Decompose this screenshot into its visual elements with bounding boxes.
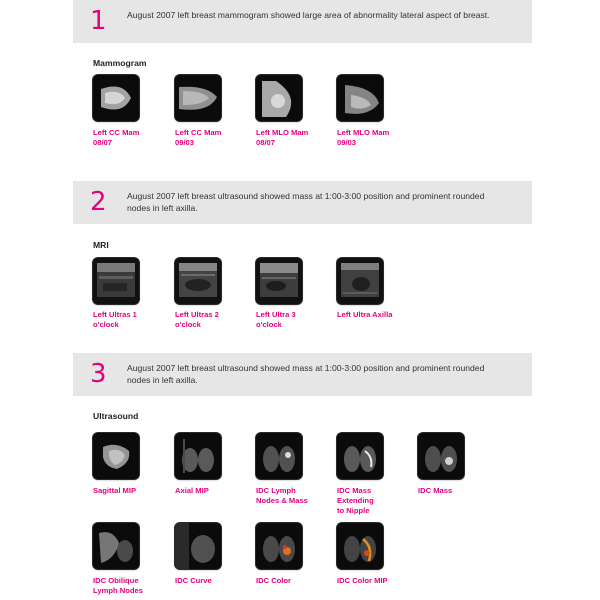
section-title-ultrasound: Ultrasound (93, 411, 139, 421)
caption-left-ultra-3: Left Ultra 3 o'clock (256, 310, 296, 329)
caption-left-cc-0807: Left CC Mam 08/07 (93, 128, 140, 147)
mri-thumbnail-left-ultras-1[interactable] (93, 258, 139, 304)
mri-thumbnail-left-ultra-axilla[interactable] (337, 258, 383, 304)
ultrasound-thumbnail-idc-curve[interactable] (175, 523, 221, 569)
caption-left-mlo-0903: Left MLO Mam 09/03 (337, 128, 390, 147)
caption-left-ultras-1: Left Ultras 1 o'clock (93, 310, 137, 329)
ultrasound-thumbnail-sagittal-mip[interactable] (93, 433, 139, 479)
caption-left-cc-0903: Left CC Mam 09/03 (175, 128, 222, 147)
mammogram-thumbnail-left-mlo-0903[interactable] (337, 75, 383, 121)
section-title-mri: MRI (93, 240, 109, 250)
step-1-band (73, 0, 532, 43)
step-number: 1 (90, 6, 107, 36)
caption-idc-oblique-lymph-nodes: IDC Obilique Lymph Nodes (93, 576, 143, 595)
caption-idc-color: IDC Color (256, 576, 292, 585)
mammogram-thumbnail-left-mlo-0807[interactable] (256, 75, 302, 121)
caption-left-ultras-2: Left Ultras 2 o'clock (175, 310, 219, 329)
ultrasound-thumbnail-idc-lymph-nodes-mass[interactable] (256, 433, 302, 479)
step-number: 2 (90, 187, 107, 217)
ultrasound-thumbnail-idc-mass-extending[interactable] (337, 433, 383, 479)
ultrasound-thumbnail-idc-color-mip[interactable] (337, 523, 383, 569)
section-title-mammogram: Mammogram (93, 58, 147, 68)
step-number: 3 (90, 359, 107, 389)
caption-idc-mass: IDC Mass (418, 486, 453, 495)
caption-sagittal-mip: Sagittal MIP (93, 486, 137, 495)
ultrasound-thumbnail-axial-mip[interactable] (175, 433, 221, 479)
step-description: August 2007 left breast ultrasound showed mass at 1:00-3:00 position and prominent rounded nodes in left axilla. (127, 191, 485, 213)
caption-idc-mass-extending: IDC Mass Extending to Nipple (337, 486, 374, 515)
caption-left-mlo-0807: Left MLO Mam 08/07 (256, 128, 309, 147)
mammogram-thumbnail-left-cc-0807[interactable] (93, 75, 139, 121)
step-description: August 2007 left breast mammogram showed large area of abnormality lateral aspect of breast. (127, 10, 490, 20)
caption-axial-mip: Axial MIP (175, 486, 209, 495)
mri-thumbnail-left-ultras-2[interactable] (175, 258, 221, 304)
ultrasound-thumbnail-idc-color[interactable] (256, 523, 302, 569)
caption-idc-lymph-nodes-mass: IDC Lymph Nodes & Mass (256, 486, 308, 505)
step-3-band (73, 353, 532, 396)
ultrasound-thumbnail-idc-oblique-lymph-nodes[interactable] (93, 523, 139, 569)
caption-left-ultra-axilla: Left Ultra Axilla (337, 310, 393, 319)
ultrasound-thumbnail-idc-mass[interactable] (418, 433, 464, 479)
step-description: August 2007 left breast ultrasound showed mass at 1:00-3:00 position and prominent rounded nodes in left axilla. (127, 363, 485, 385)
step-2-band (73, 181, 532, 224)
mammogram-thumbnail-left-cc-0903[interactable] (175, 75, 221, 121)
caption-idc-color-mip: IDC Color MIP (337, 576, 388, 585)
caption-idc-curve: IDC Curve (175, 576, 212, 585)
mri-thumbnail-left-ultra-3[interactable] (256, 258, 302, 304)
